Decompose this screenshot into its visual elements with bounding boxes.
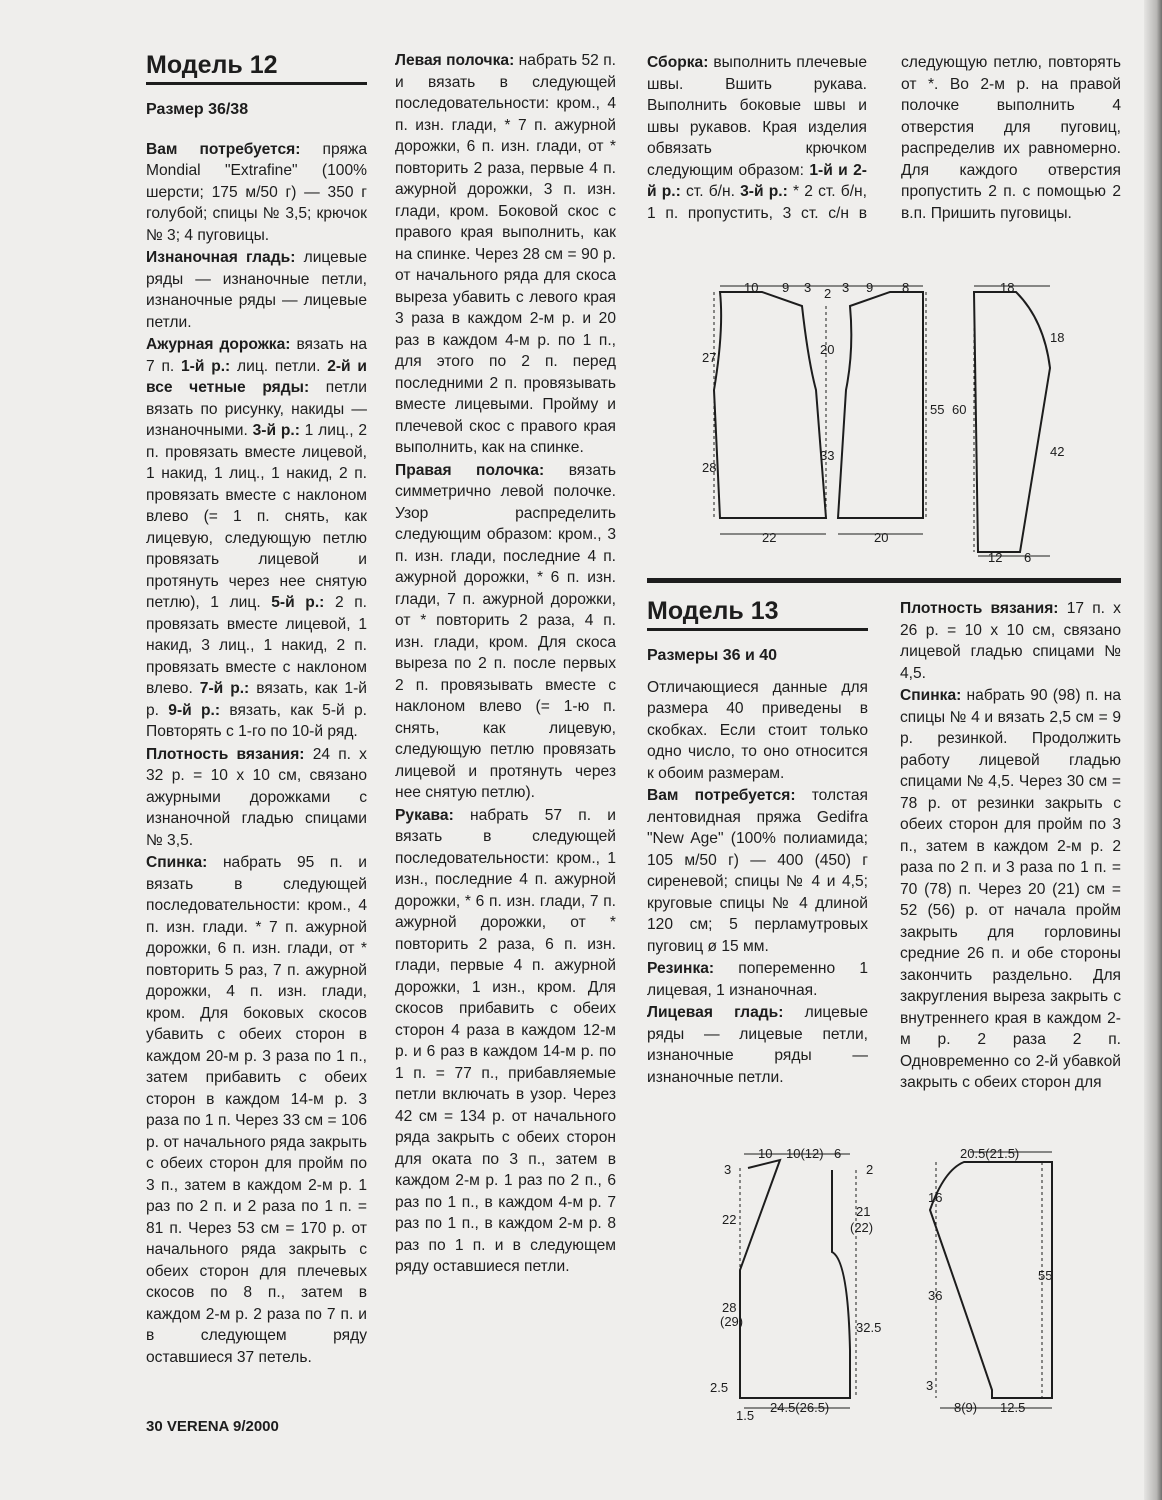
model13-rib: Резинка: попеременно 1 лицевая, 1 изнаночная. <box>647 960 868 999</box>
dim13-32-5: 32.5 <box>856 1320 882 1335</box>
dim13-2-5: 2.5 <box>710 1380 729 1395</box>
dim13-top-6: 6 <box>834 1146 842 1161</box>
dim13-29p: (29) <box>720 1314 744 1329</box>
dim13-sleeve-8-9: 8(9) <box>954 1400 978 1415</box>
dim-top-9b: 9 <box>866 280 874 295</box>
dim13-sleeve-36: 36 <box>928 1288 943 1303</box>
dim13-sleeve-3: 3 <box>926 1378 934 1393</box>
dim13-top-10: 10 <box>758 1146 773 1161</box>
dim13-22p: (22) <box>850 1220 874 1235</box>
dim-sleeve-12: 12 <box>988 550 1003 565</box>
model13-sleeve-shape <box>930 1162 1052 1398</box>
dim-55: 55 <box>930 402 945 417</box>
dim-top-10: 10 <box>744 280 759 295</box>
model13-materials: Вам потребуется: толстая лентовидная пряжа Gedifra "New Age" (100% полиамида; 105 м/50 г) — 400 (450) г сиреневой; спицы № 4 и 4,5; круговые спицы № 4 длиной 120 см; 5 перламутровых пуговиц ø 15 мм. <box>647 787 868 955</box>
dim13-sleeve-16: 16 <box>928 1190 943 1205</box>
page-edge-shadow <box>1144 0 1162 1500</box>
model13-column-1 <box>647 596 868 1089</box>
model13-gauge: Плотность вязания: 17 п. х 26 р. = 10 х 10 см, связано лицевой гладью спицами № 4,5. <box>900 600 1121 682</box>
dim-33: 33 <box>820 448 835 463</box>
model12-column-1 <box>146 50 367 1369</box>
model12-lace: Ажурная дорожка: вязать на 7 п. 1-й р.: лиц. петли. 2-й и все четные ряды: петли вязать по рисунку, накиды — изнаночными. 3-й р.: 1 лиц., 2 п. провязать вместе лицевой, 1 накид, 1 лиц., 1 накид, 2 п. провязать вместе с наклоном влево (= 1 п. снять, как лицевую, следующую петлю провязать лицевой и протянуть через нее снятую петлю), 1 лиц. 5-й р.: 2 п. провязать вместе лицевой, 1 накид, 3 лиц., 1 накид, 2 п. провязать вместе с наклоном влево. 7-й р.: вязать, как 1-й р. 9-й р.: вязать, как 5-й р. Повторять с 1-го по 10-й ряд. <box>146 336 368 740</box>
dim13-24-5: 24.5(26.5) <box>770 1400 830 1415</box>
model13-stockinette: Лицевая гладь: лицевые ряды — лицевые петли, изнаночные ряды — изнаночные петли. <box>647 1004 868 1086</box>
model13-pattern-diagram <box>700 1140 1120 1420</box>
dim13-top-10-12: 10(12) <box>786 1146 824 1161</box>
section-divider <box>647 578 1121 583</box>
model12-sleeves: Рукава: набрать 57 п. и вязать в следующей последовательности: кром., 1 изн., последние 4 п. ажурной дорожки, * 6 п. изн. глади, 7 п. ажурной дорожки, от * повторить 2 раза, 6 п. изн. глади, первые 4 п. ажурной дорожки, 1 изн., кром. Для скосов прибавить с обеих сторон 4 раза в каждом 12-м р. и 6 раз в каждом 14-м р. по 1 п. = 77 п., прибавляемые петли включать в узор. Через 42 см = 134 р. от начального ряда закрыть с обеих сторон для оката по 3 п., затем в каждом 2-м р. 1 раз по 2 п., 6 раз по 1 п., в каждом 4-м р. 7 раз по 1 п., в каждом 2-м р. 8 раз по 1 п. и в следующем ряду оставшиеся петли. <box>395 806 616 1275</box>
dim13-sleeve-20-5: 20.5(21.5) <box>960 1146 1020 1161</box>
model12-gauge: Плотность вязания: 24 п. х 32 р. = 10 х 10 см, связано ажурными дорожками с изнаночной гладью спицами № 3,5. <box>146 745 367 849</box>
dim13-1-5: 1.5 <box>736 1408 755 1420</box>
dim-sleeve-18-side: 18 <box>1050 330 1065 345</box>
dim13-22: 22 <box>722 1212 737 1227</box>
model12-materials: Вам потребуется: пряжа Mondial "Extrafine" (100% шерсти; 175 м/50 г) — 350 г голубой; спицы № 3,5; крючок № 3; 4 пуговицы. <box>146 140 367 244</box>
dim13-28: 28 <box>722 1300 737 1315</box>
model12-title: Модель 12 <box>146 50 367 85</box>
dim-28: 28 <box>702 460 717 475</box>
model13-size: Размеры 36 и 40 <box>647 647 778 664</box>
model12-back: Спинка: набрать 95 п. и вязать в следующей последовательности: кром., 4 п. изн. глади. * 7 п. ажурной дорожки, 6 п. изн. глади, от * повторить 5 раз, 7 п. ажурной дорожки, 4 п. изн. глади, кром. Для боковых скосов убавить с обеих сторон в каждом 20-м р. 3 раза по 1 п., затем прибавить с обеих сторон в каждом 14-м р. 3 раза по 1 п. Через 33 см = 106 р. от начального ряда закрыть с обеих сторон для пройм по 3 п., затем в каждом 2-м р. 1 раз по 2 п. и 2 раза по 1 п. = 81 п. Через 53 см = 170 р. от начального ряда закрыть с обеих сторон для плечевых скосов по 8 п., затем в каждом 2-м р. 2 раза по 7 п. и в следующем ряду оставшиеся 37 петель. <box>146 854 367 1366</box>
dim-sleeve-42: 42 <box>1050 444 1065 459</box>
dim-sleeve-18-top: 18 <box>1000 280 1015 295</box>
model13-intro: Отличающиеся данные для размера 40 приведены в скобках. Если стоит только одно число, то оно относится к обоим размерам. <box>647 678 868 782</box>
model12-purl: Изнаночная гладь: лицевые ряды — изнаночные петли, изнаночные ряды — лицевые петли. <box>146 249 367 331</box>
dim13-2: 2 <box>866 1162 874 1177</box>
model12-right-front: Правая полочка: вязать симметрично левой полочке. Узор распределить следующим образом: кром., 3 п. изн. глади, последние 4 п. ажурной дорожки, * 6 п. изн. глади, 7 п. ажурной дорожки, от * повторить 2 раза, 4 п. изн. глади, кром. Для скоса выреза по 2 п. после первых 2 п. провязывать вместе с наклоном влево (= 1-ю п. снять, как лицевую, следующую петлю провязать лицевой и протянуть через нее снятую петлю). <box>395 461 616 801</box>
dim-top-9a: 9 <box>782 280 790 295</box>
model13-front-shape <box>740 1160 850 1398</box>
model12-front-shape <box>838 292 923 518</box>
dim-top-2: 2 <box>824 286 832 301</box>
model13-column-2 <box>900 598 1121 1095</box>
model13-back: Спинка: набрать 90 (98) п. на спицы № 4 и вязать 2,5 см = 9 р. резинкой. Продолжить работу лицевой гладью спицами № 4,5. Через 30 см = 78 р. от резинки закрыть с обеих сторон для пройм по 3 п., затем в каждом 2-м р. 2 раза по 2 п. и 3 раза по 1 п. = 70 (78) п. Через 20 (21) см = 52 (56) р. от начала пройм закрыть для горловины средние 26 п. и обе стороны закончить раздельно. Для закругления выреза закрыть с внутреннего края в каждом 2-м р. 2 раза 2 п. Одновременно со 2-й убавкой закрыть с обеих сторон для <box>900 687 1121 1091</box>
model12-pattern-diagram <box>640 270 1110 580</box>
model12-back-shape <box>714 292 826 518</box>
dim-20: 20 <box>820 342 835 357</box>
model12-assembly: Сборка: выполнить плечевые швы. Вшить рукава. Выполнить боковые швы и швы рукавов. Края изделия обвязать крючком следующим образом: 1-й и 2-й р.: ст. б/н. 3-й р.: * 2 ст. б/н, 1 п. пропустить, 3 ст. с/н в следующую петлю, повторять от *. Во 2-м р. на правой полочке выполнить 4 отверстия для пуговиц, распределив их равномерно. Для каждого отверстия пропустить 2 п. с помощью 2 в.п. Пришить пуговицы. <box>647 54 1121 222</box>
model12-left-front: Левая полочка: набрать 52 п. и вязать в следующей последовательности: кром., 4 п. изн. глади, * 7 п. ажурной дорожки, 6 п. изн. глади, от * повторить 2 раза, первые 4 п. ажурной дорожки, 3 п. изн. глади, кром. Боковой скос с правого края выполнить, как на спинке. Через 28 см = 90 р. от начального ряда для скоса выреза убавить с левого края 3 раза в каждом 2-м р. и 20 раз в каждом 4-м р. по 1 п., для этого по 2 п. перед последними 2 п. провязывать вместе лицевыми. Пройму и плечевой скос с правого края выполнить, как на спинке. <box>395 52 616 456</box>
dim-27: 27 <box>702 350 717 365</box>
model12-column-2 <box>395 50 616 1279</box>
dim-top-3b: 3 <box>842 280 850 295</box>
dim13-3: 3 <box>724 1162 732 1177</box>
dim-top-8: 8 <box>902 280 910 295</box>
dim-22: 22 <box>762 530 777 545</box>
model12-sleeve-shape <box>974 292 1050 552</box>
model13-title: Модель 13 <box>647 596 868 631</box>
dim-sleeve-6: 6 <box>1024 550 1032 565</box>
dim-60: 60 <box>952 402 967 417</box>
page-footer: 30 VERENA 9/2000 <box>146 1418 279 1435</box>
model12-size: Размер 36/38 <box>146 101 249 118</box>
dim13-sleeve-12-5: 12.5 <box>1000 1400 1026 1415</box>
dim-top-3a: 3 <box>804 280 812 295</box>
dim-bottom-20: 20 <box>874 530 889 545</box>
dim13-21: 21 <box>856 1204 871 1219</box>
dim13-sleeve-55: 55 <box>1038 1268 1053 1283</box>
